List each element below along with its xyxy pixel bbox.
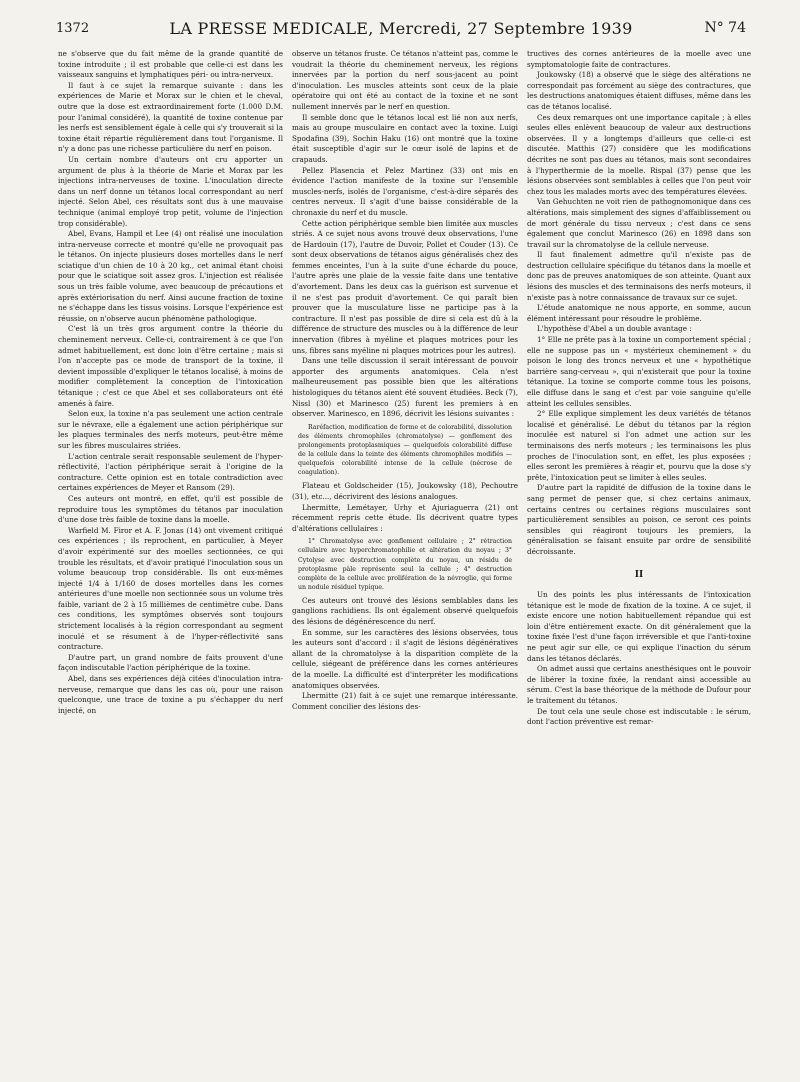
paragraph: Un des points les plus intéressants de l'intoxication tétanique est le mode de fixation de la toxine. A ce sujet, il existe encore une notion habituellement répandue qui est loin d'être entièrement exacte. On dit généralement que la toxine fixée l'est d'une façon irréversible et que l'anti-toxine ne peut agir sur elle, ce qui explique l'inaction du sérum dans les tétanos déclarés. bbox=[527, 590, 751, 663]
paragraph: Lhermitte (21) fait à ce sujet une remarque intéressante. Comment concilier des lésions des- bbox=[292, 691, 518, 711]
running-header bbox=[56, 19, 746, 43]
paragraph: On admet aussi que certains anesthésiques ont le pouvoir de libérer la toxine fixée, la rendant ainsi accessible au sérum. C'est la base théorique de la méthode de Dufour pour le traitement du tétanos. bbox=[527, 664, 751, 706]
paragraph: Dans une telle discussion il serait intéressant de pouvoir apporter des arguments anatomiques. Cela n'est malheureusement pas possible bien que les altérations histologiques du tétanos aient été souvent étudiées. Beck (7), Nissl (30) et Marinesco (25) furent les premiers à en observer. Marinesco, en 1896, décrivit les lésions suivantes : bbox=[292, 356, 518, 419]
text-column-right bbox=[527, 49, 751, 1077]
paragraph: Il faut à ce sujet la remarque suivante : dans les expériences de Marie et Morax sur le chien et le cheval, outre que la dose est extraordinairement forte (1.000 D.M. pour l'animal considéré), la quantité de toxine contenue par les nerfs est sensiblement égale à celle qui s'y trouverait si la toxine était répartie régulièrement dans tout l'organisme. Il n'y a donc pas une richesse particulière du nerf en poison. bbox=[58, 80, 283, 154]
paragraph: Abel, dans ses expériences déjà citées d'inoculation intra-nerveuse, remarque que dans les cas où, pour une raison quelconque, une trace de toxine a pu s'échapper du nerf injecté, on bbox=[58, 674, 283, 715]
paragraph: D'autre part la rapidité de diffusion de la toxine dans le sang permet de penser que, si chez certains animaux, certains centres ou certaines régions musculaires sont particulièrement sensibles au poison, ce seront ces points sensibles qui réagiront toujours les premiers, la généralisation se faisant ensuite par ordre de sensibilité décroissante. bbox=[527, 483, 751, 556]
paragraph: Flateau et Goldscheider (15), Joukowsky (18), Pechoutre (31), etc..., décrivirent des lésions analogues. bbox=[292, 481, 518, 501]
quoted-paragraph: Raréfaction, modification de forme et de colorabilité, dissolution des éléments chromophiles (chromatolyse) — gonflement des prolongements protoplasmiques — quelquefois colorabilité diffuse de la cellule dans la teinte des éléments chromophiles modifiés — quelquefois colorabilité intense de la cellule (nécrose de coagulation). bbox=[298, 423, 512, 477]
journal-title: LA PRESSE MEDICALE, Mercredi, 27 Septembre 1939 bbox=[169, 19, 633, 38]
paragraph: 1° Elle ne prête pas à la toxine un comportement spécial ; elle ne suppose pas un « mystérieux cheminement » du poison le long des troncs nerveux et une « hypothétique barrière sang-cerveau », qui n'existerait que pour la toxine tétanique. La toxine se comporte comme tous les poisons, elle diffuse dans le sang et c'est par voie sanguine qu'elle atteint les cellules sensibles. bbox=[527, 335, 751, 408]
paragraph: Cette action périphérique semble bien limitée aux muscles striés. A ce sujet nous avons trouvé deux observations, l'une de Hardouin (17), l'autre de Duvoir, Pollet et Couder (13). Ce sont deux observations de tétanos aigus généralisés chez des femmes enceintes, l'un à la suite d'une écharde du pouce, l'autre après une plaie de la vessie faite dans une tentative d'avortement. Dans les deux cas la guérison est survenue et il ne s'est pas produit d'avortement. Ce qui paraît bien prouver que la musculature lisse ne participe pas à la contracture. Il n'est pas possible de dire si cela est dû à la différence de structure des muscles ou à la différence de leur innervation (fibres à myéline et plaques motrices pour les uns, fibres sans myéline ni plaques motrices pour les autres). bbox=[292, 218, 518, 355]
paragraph: L'action centrale serait responsable seulement de l'hyper-réflectivité, l'action périphérique serait à l'origine de la contracture. Cette opinion est en totale contradiction avec certaines expériences de Meyer et Ransom (29). bbox=[58, 451, 283, 493]
quoted-paragraph: 1° Chromatolyse avec gonflement cellulaire ; 2° rétraction cellulaire avec hyperchromatophilie et altération du noyau ; 3° Cytolyse avec destruction complète du noyau, un résidu de protoplasme pâle représente seul la cellule ; 4° destruction complète de la cellule avec prolifération de la névroglie, qui forme un nodule résiduel typique. bbox=[298, 538, 512, 591]
paragraph: Abel, Evans, Hampil et Lee (4) ont réalisé une inoculation intra-nerveuse correcte et montré qu'elle ne provoquait pas le tétanos. On injecte plusieurs doses mortelles dans le nerf sciatique d'un chien de 10 à 20 kg., cet animal étant choisi pour que le sciatique soit assez gros. L'injection est réalisée sous un très faible volume, avec beaucoup de précautions et après extériorisation du nerf. Ainsi aucune fraction de toxine ne s'échappe dans les tissus voisins. Lorsque l'expérience est réussie, on n'observe aucun phénomène pathologique. bbox=[58, 229, 283, 323]
issue-number: N° 74 bbox=[704, 20, 746, 36]
paragraph: D'autre part, un grand nombre de faits prouvent d'une façon indiscutable l'action périphérique de la toxine. bbox=[58, 652, 283, 673]
paragraph: Van Gehuchten ne voit rien de pathognomonique dans ces altérations, mais simplement des signes d'affaiblissement ou de mort générale du tissu nerveux ; c'est dans ce sens également que conclut Marinesco (26) en 1898 dans son travail sur la chromatolyse de la cellule nerveuse. bbox=[527, 197, 751, 249]
text-column-left bbox=[58, 49, 283, 1077]
paragraph: Ces auteurs ont montré, en effet, qu'il est possible de reproduire tous les symptômes du tétanos par inoculation d'une dose très faible de toxine dans la moelle. bbox=[58, 493, 283, 525]
paragraph: Pellez Plasencia et Pelez Martinez (33) ont mis en évidence l'action manifeste de la toxine sur l'ensemble muscles-nerfs, isolés de l'organisme, c'est-à-dire séparés des centres nerveux. Il s'agit d'une baisse considérable de la chronaxie du nerf et du muscle. bbox=[292, 165, 518, 217]
paragraph: Ces auteurs ont trouvé des lésions semblables dans les ganglions rachidiens. Ils ont également observé quelquefois des lésions de dégénérescence du nerf. bbox=[292, 595, 518, 627]
paragraph: 2° Elle explique simplement les deux variétés de tétanos localisé et généralisé. Le début du tétanos par la région inoculée est naturel si l'on admet une action sur les terminaisons des nerfs moteurs ; les terminaisons les plus proches de l'inoculation sont, en effet, les plus exposées ; elles seront les premières à réagir et, pourvu que la dose s'y prête, l'intoxication peut se limiter à elles seules. bbox=[527, 409, 751, 482]
paragraph: Un certain nombre d'auteurs ont cru apporter un argument de plus à la théorie de Marie et Morax par les injections intra-nerveuses de toxine. L'inoculation directe dans un nerf donne un tétanos local correspondant au nerf injecté. Selon Abel, ces résultats sont dus à une mauvaise technique (animal employé trop petit, volume de l'injection trop considérable). bbox=[58, 154, 283, 228]
paragraph: En somme, sur les caractères des lésions observées, tous les auteurs sont d'accord : il s'agit de lésions dégénératives allant de la chromatolyse à la disparition complète de la cellule, siégeant de préférence dans les cornes antérieures de la moelle. La difficulté est d'interpréter les modifications anatomiques observées. bbox=[292, 627, 518, 690]
paragraph: Il faut finalement admettre qu'il n'existe pas de destruction cellulaire spécifique du tétanos dans la moelle et donc pas de preuves anatomiques de son atteinte. Quant aux lésions des muscles et des terminaisons des nerfs moteurs, il n'existe pas à notre connaissance de travaux sur ce sujet. bbox=[527, 250, 751, 302]
paragraph: L'étude anatomique ne nous apporte, en somme, aucun élément intéressant pour résoudre le problème. bbox=[527, 303, 751, 323]
text-column-middle bbox=[292, 49, 518, 1077]
paragraph: Lhermitte, Lemétayer, Urhy et Ajuriaguerra (21) ont récemment repris cette étude. Ils décrivent quatre types d'altérations cellulaires : bbox=[292, 502, 518, 533]
page-number: 1372 bbox=[56, 21, 90, 36]
paragraph: Ces deux remarques ont une importance capitale ; à elles seules elles enlèvent beaucoup de valeur aux destructions observées. Il y a longtemps d'ailleurs que celle-ci est discutée. Matthis (27) considère que les modifications décrites ne sont pas dues au tétanos, mais sont secondaires à l'hyperthermie de la moelle. Rispal (37) pense que les lésions observées sont semblables à celles que l'on peut voir chez tous les malades morts avec des températures élevées. bbox=[527, 112, 751, 196]
paragraph: Joukowsky (18) a observé que le siège des altérations ne correspondait pas forcément au siège des contractures, que les destructions anatomiques étaient diffuses, même dans les cas de tétanos localisé. bbox=[527, 70, 751, 111]
paragraph: tructives des cornes antérieures de la moelle avec une symptomatologie faite de contractures. bbox=[527, 49, 751, 69]
paragraph: Il semble donc que le tétanos local est lié non aux nerfs, mais au groupe musculaire en contact avec la toxine. Luigi Spodaﬁna (39), Sochin Haku (16) ont montré que la toxine était susceptible d'agir sur le cœur isolé de lapins et de crapauds. bbox=[292, 112, 518, 164]
paragraph: Warfield M. Firor et A. F. Jonas (14) ont vivement critiqué ces expériences ; ils reprochent, en particulier, à Meyer d'avoir expérimenté sur des moelles sectionnées, ce qui trouble les résultats, et d'avoir pratiqué l'inoculation sous un volume beaucoup trop considérable. Ils ont eux-mêmes injecté 1/4 à 1/160 de doses mortelles dans les cornes antérieures d'une moelle non sectionnée sous un volume très faible, variant de 2 à 15 millièmes de centimètre cube. Dans ces conditions, les symptômes observés sont toujours strictement localisés à la région correspondant au segment inoculé et se résument à de l'hyper-réflectivité sans contracture. bbox=[58, 525, 283, 652]
paragraph: observe un tétanos fruste. Ce tétanos n'atteint pas, comme le voudrait la théorie du cheminement nerveux, les régions innervées par la portion du nerf sous-jacent au point d'inoculation. Les muscles atteints sont ceux de la plaie opératoire qui ont été au contact de la toxine et ne sont nullement innervés par le nerf en question. bbox=[292, 49, 518, 111]
paragraph: ne s'observe que du fait même de la grande quantité de toxine introduite ; il est probable que celle-ci est dans les vaisseaux sanguins et lymphatiques péri- ou intra-nerveux. bbox=[58, 49, 283, 80]
paragraph: Selon eux, la toxine n'a pas seulement une action centrale sur le névraxe, elle a également une action périphérique sur les plaques terminales des nerfs moteurs, peut-être même sur les fibres musculaires striées. bbox=[58, 409, 283, 450]
paragraph: L'hypothèse d'Abel a un double avantage : bbox=[537, 324, 692, 334]
section-heading: II bbox=[634, 569, 644, 580]
paragraph: De tout cela une seule chose est indiscutable : le sérum, dont l'action préventive est remar- bbox=[527, 706, 751, 727]
paragraph: C'est là un très gros argument contre la théorie du cheminement nerveux. Celle-ci, contrairement à ce que l'on admet habituellement, est donc loin d'être certaine ; mais si l'on n'accepte pas ce mode de transport de la toxine, il devient impossible d'expliquer le tétanos localisé, à moins de modifier complètement la conception de l'intoxication tétanique ; c'est ce que Abel et ses collaborateurs ont été amenés à faire. bbox=[58, 324, 283, 408]
